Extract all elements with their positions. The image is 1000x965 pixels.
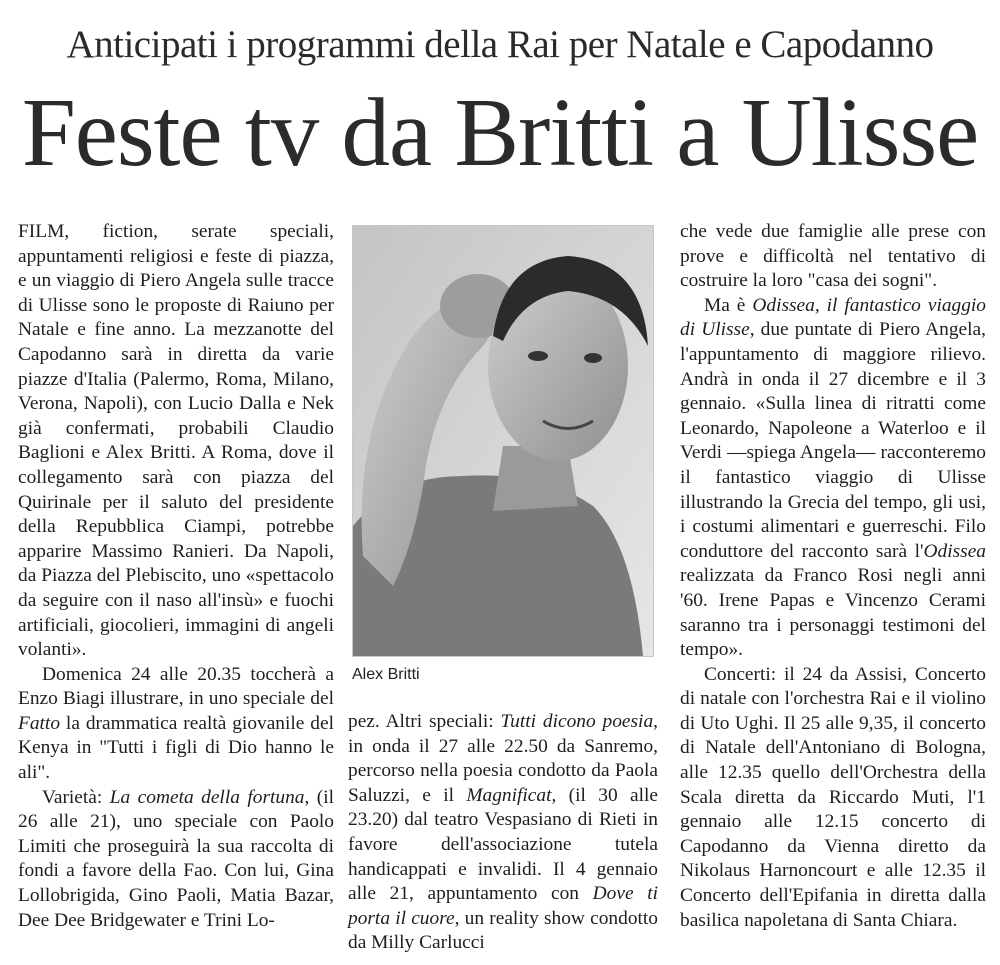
text-run: Domenica 24 alle 20.35 toccherà a Enzo Biagi illustrare, in uno speciale del [18,663,334,710]
article-photo [352,225,654,657]
text-run: pez. Altri speciali: [348,711,501,732]
italic-title: Dove ti porta il cuore [348,883,658,929]
paragraph [18,786,334,934]
paragraph [680,294,986,663]
italic-title: Odissea [923,540,986,562]
paragraph [348,710,658,956]
article-column-2 [348,710,658,956]
article-kicker: Anticipati i programmi della Rai per Natale e Capodanno [66,23,934,66]
italic-title: Fatto [18,712,61,734]
italic-title: Tutti dicono poesia [500,711,654,732]
paragraph: Concerti: il 24 da Assisi, Concerto di natale con l'orchestra Rai e il violino di Uto Ughi. Il 25 alle 9,35, il concerto di Natale dell'Antoniano di Bologna, alle 12.35 quello dell'Orchestra della Scala diretta da Riccardo Muti, l'1 gennaio alle 12.15 concerto di Capodanno da Vienna diretto da Nikolaus Harnoncourt e alle 12.35 il Concerto dell'Epifania in diretta dalla basilica napoletana di Santa Chiara. [680,663,986,931]
article-column-3 [680,220,986,933]
article-headline: Feste tv da Britti a Ulisse [21,79,979,186]
photo-caption: Alex Britti [352,666,420,683]
portrait-illustration [353,226,653,656]
text-run: Ma è [704,294,753,316]
text-run: la drammatica realtà giovanile del Kenya in "Tutti i figli di Dio hanno le ali". [18,712,334,784]
italic-title: La cometa della fortuna [109,786,305,808]
text-run: Varietà: [42,786,110,808]
italic-title: Magnificat [466,784,552,806]
text-run: , un reality show condotto da Milly Carlucci [348,907,658,954]
paragraph: che vede due famiglie alle prese con prove e difficoltà nel tentativo di costruire la loro "casa dei sogni". [680,221,986,292]
article-column-1 [18,220,334,933]
paragraph: FILM, fiction, serate speciali, appuntamenti religiosi e feste di piazza, e un viaggio di Piero Angela sulle tracce di Ulisse sono le proposte di Raiuno per Natale e fine anno. La mezzanotte del Capodanno sarà in diretta da varie piazze d'Italia (Palermo, Roma, Milano, Verona, Napoli), con Lucio Dalla e Nek già confermati, probabili Claudio Baglioni e Alex Britti. A Roma, dove il collegamento sarà con piazza del Quirinale per il saluto del presidente della Repubblica Ciampi, potrebbe apparire Massimo Ranieri. Da Napoli, da Piazza del Plebiscito, uno «spettacolo da seguire con il naso all'insù» e fuochi artificiali, giocolieri, immagini di angeli volanti». [18,221,334,661]
text-run: , (il 30 alle 23.20) dal teatro Vespasiano di Rieti in favore dell'associazione tutela handicappati e invalidi. Il 4 gennaio alle 21, appuntamento con [348,784,658,905]
text-run: realizzata da Franco Rosi negli anni '60. Irene Papas e Vincenzo Cerami saranno tra i personaggi testimoni del tempo». [680,565,986,661]
text-run: , due puntate di Piero Angela, l'appuntamento di maggiore rilievo. Andrà in onda il 27 dicembre e il 3 gennaio. «Sulla linea di ritratti come Leonardo, Napoleone a Waterloo e il Verdi —spiega Angela— racconteremo il fantastico viaggio di Ulisse illustrando la Grecia del tempo, gli usi, i costumi alimentari e guerreschi. Filo conduttore del racconto sarà l' [680,319,986,562]
text-run: , in onda il 27 alle 22.50 da Sanremo, percorso nella poesia condotto da Paola Saluzzi, e il [348,711,658,806]
text-run: , (il 26 alle 21), uno speciale con Paolo Limiti che proseguirà la sua raccolta di fondi a favore della Fao. Con lui, Gina Lollobrigida, Gino Paoli, Matia Bazar, Dee Dee Bridgewater e Trini Lo- [18,786,335,931]
paragraph [18,663,334,786]
italic-title: Odissea, il fantastico viaggio di Ulisse [680,294,986,341]
